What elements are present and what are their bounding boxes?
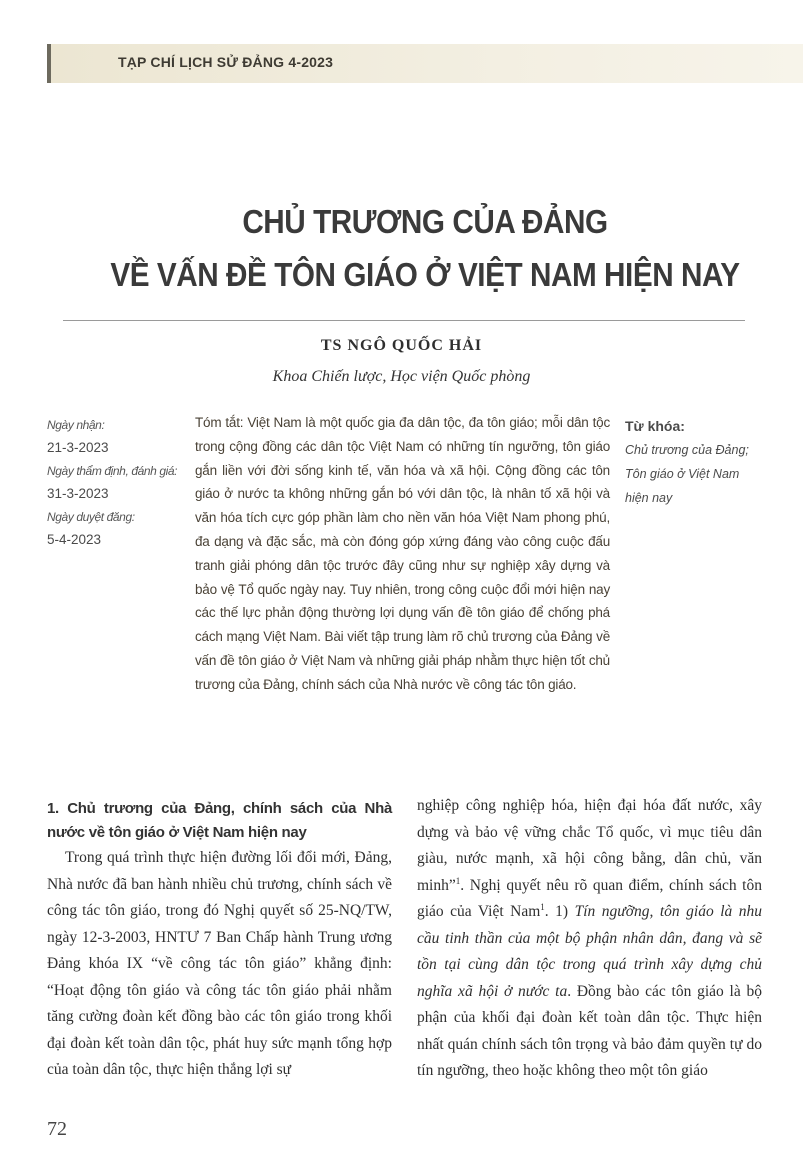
keywords [625,414,795,510]
body-paragraph-left: Trong quá trình thực hiện đường lối đổi mới, Đảng, Nhà nước đã ban hành nhiều chủ trương, chính sách về công tác tôn giáo, trong đó Nghị quyết số 25-NQ/TW, ngày 12-3-2003, HNTƯ 7 Ban Chấp hành Trung ương Đảng khóa IX “về công tác tôn giáo” khẳng định: “Hoạt động tôn giáo và công tác tôn giáo phải nhằm tăng cường đoàn kết đồng bào các tôn giáo trong khối đại đoàn kết toàn dân tộc, phát huy sức mạnh tổng hợp của toàn dân tộc, thực hiện thắng lợi sự [47,849,392,1078]
article-dates [47,414,182,552]
body-text-right-a: nghiệp công nghiệp hóa, hiện đại hóa đất nước, xây dựng và bảo vệ vững chắc Tổ quốc, vì mục tiêu dân giàu, nước mạnh, xã hội công bằng, dân chủ, văn minh” [417,797,762,894]
received-date: 21-3-2023 [47,440,109,455]
keyword-2: Tôn giáo ở Việt Nam [625,467,740,481]
reviewed-date: 31-3-2023 [47,486,109,501]
approved-label: Ngày duyệt đăng: [47,510,135,524]
reviewed-label: Ngày thẩm định, đánh giá: [47,464,178,478]
page-number: 72 [47,1118,67,1140]
footnote-ref-1: 1 [455,875,461,886]
approved-date: 5-4-2023 [47,532,102,547]
author-affiliation: Khoa Chiến lược, Học viện Quốc phòng [272,368,531,385]
body-text-right-italic: Tín ngưỡng, tôn giáo là nhu cầu tinh thần của một bộ phận nhân dân, đang và sẽ tồn tại cùng dân tộc trong quá trình xây dựng chủ nghĩa xã hội ở nước ta [417,903,762,1000]
footnote-ref-2: 1 [540,901,545,912]
received-label: Ngày nhận: [47,418,105,432]
section-heading: 1. Chủ trương của Đảng, chính sách của Nhà nước về tôn giáo ở Việt Nam hiện nay [47,800,392,841]
body-text-right-d: . Đồng bào các tôn giáo là bộ phận của khối đại đoàn kết toàn dân tộc. Thực hiện nhất quán chính sách tôn trọng và bảo đảm quyền tự do tín ngưỡng, theo hoặc không theo một tôn giáo [417,982,762,1079]
header-accent-stripe [47,44,51,83]
body-text-right-b: . Nghị quyết nêu rõ quan điểm, chính sách tôn giáo của Việt Nam [417,876,762,920]
body-column-right [417,793,762,1085]
abstract [195,411,610,697]
journal-header-title: TẠP CHÍ LỊCH SỬ ĐẢNG 4-2023 [118,54,334,70]
abstract-label: Tóm tắt: [195,415,244,430]
keyword-1: Chủ trương của Đảng; [625,443,749,457]
body-text-right-c: . 1) [544,903,575,920]
article-title-line-1: CHỦ TRƯƠNG CỦA ĐẢNG [242,203,608,240]
title-divider [63,320,745,321]
abstract-text: Việt Nam là một quốc gia đa dân tộc, đa tôn giáo; mỗi dân tộc trong cộng đồng các dân tộc Việt Nam có những tín ngưỡng, tôn giáo gắn liền với đời sống kinh tế, văn hóa và xã hội. Cộng đồng các tôn giáo ở nước ta không những gắn bó với dân tộc, là nhân tố xã hội và văn hóa tích cực góp phần làm cho nền văn hóa Việt Nam phong phú, đa dạng và đặc sắc, mà còn đóng góp xứng đáng vào công cuộc đấu tranh giải phóng dân tộc trước đây cũng như sự nghiệp xây dựng và bảo vệ Tổ quốc ngày nay. Tuy nhiên, trong công cuộc đổi mới hiện nay các thế lực phản động thường lợi dụng vấn đề tôn giáo để chống phá cách mạng Việt Nam. Bài viết tập trung làm rõ chủ trương của Đảng về vấn đề tôn giáo ở Việt Nam và những giải pháp nhằm thực hiện tốt chủ trương của Đảng, chính sách của Nhà nước về công tác tôn giáo. [195,415,610,692]
author-name: TS NGÔ QUỐC HẢI [320,337,483,354]
keyword-3: hiện nay [625,491,673,505]
keywords-label: Từ khóa: [625,418,685,434]
body-column-left [47,797,392,1084]
article-title-line-2: VỀ VẤN ĐỀ TÔN GIÁO Ở VIỆT NAM HIỆN NAY [110,256,740,293]
